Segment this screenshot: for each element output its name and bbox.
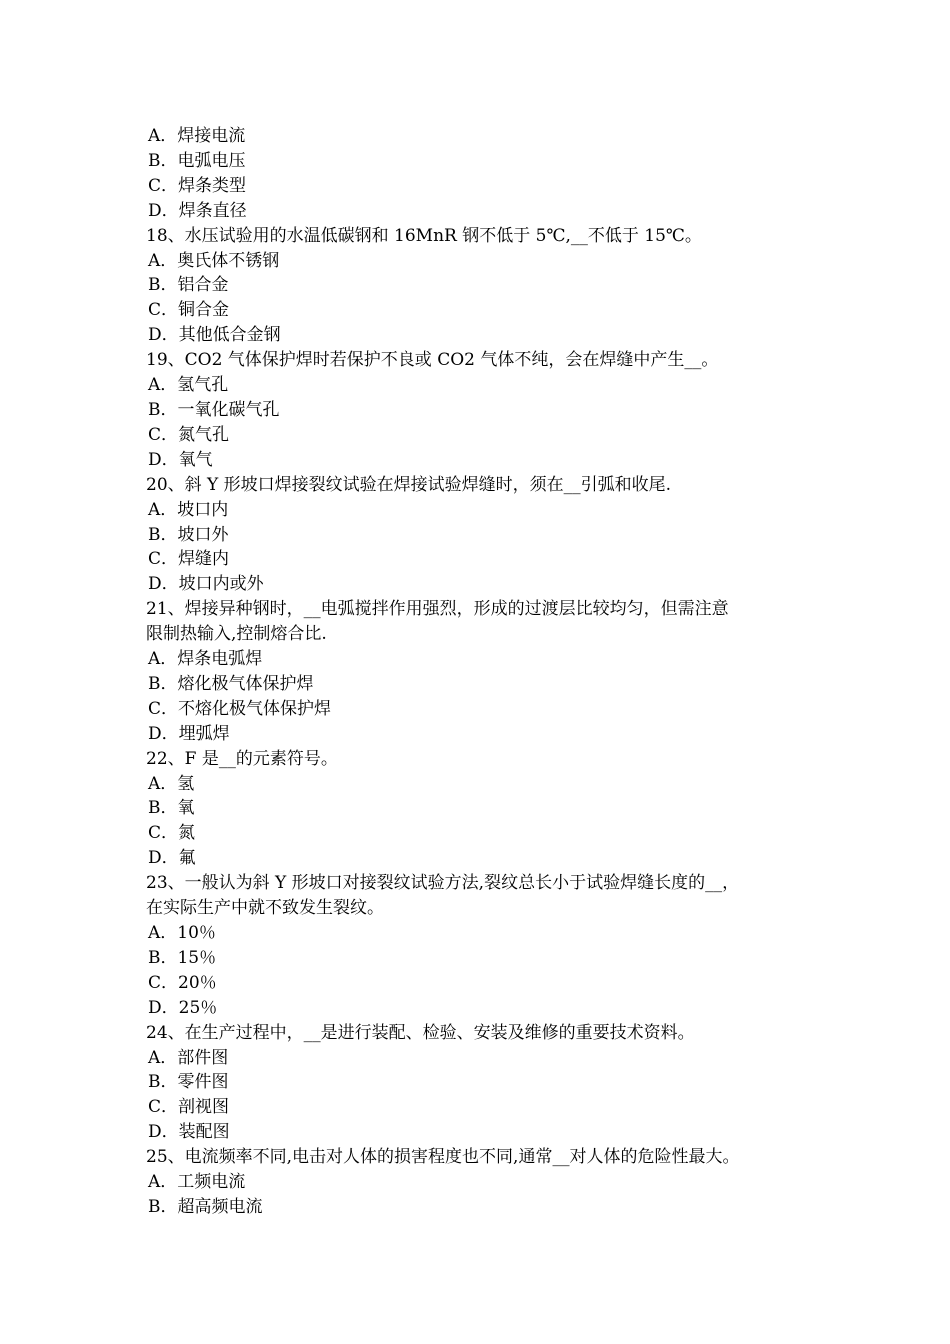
answer-option: B．超高频电流: [148, 1196, 263, 1217]
answer-option: D．焊条直径: [148, 200, 247, 221]
answer-option: A．焊条电弧焊: [148, 649, 263, 670]
question-text-continuation: 限制热输入,控制熔合比.: [146, 624, 327, 645]
answer-option: B．电弧电压: [148, 150, 246, 171]
question-text: 20、斜 Y 形坡口焊接裂纹试验在焊接试验焊缝时，须在__引弧和收尾.: [146, 474, 672, 495]
question-text: 22、F 是__的元素符号。: [146, 748, 338, 769]
answer-option: C．氮: [148, 823, 196, 844]
answer-option: D．其他低合金钢: [148, 325, 281, 346]
answer-option: A．奥氏体不锈钢: [148, 250, 280, 271]
answer-option: B．熔化极气体保护焊: [148, 673, 314, 694]
answer-option: D．装配图: [148, 1122, 230, 1143]
answer-option: C．铜合金: [148, 300, 230, 321]
answer-option: B．15％: [148, 947, 217, 968]
question-text: 18、水压试验用的水温低碳钢和 16MnR 钢不低于 5℃,__不低于 15℃。: [146, 225, 702, 246]
answer-option: D．埋弧焊: [148, 723, 230, 744]
answer-option: B．氧: [148, 798, 195, 819]
answer-option: A．坡口内: [148, 499, 229, 520]
answer-option: A．氢: [148, 773, 195, 794]
question-text: 25、电流频率不同,电击对人体的损害程度也不同,通常__对人体的危险性最大。: [146, 1147, 740, 1168]
answer-option: A．10％: [148, 923, 216, 943]
answer-option: A．部件图: [148, 1047, 229, 1068]
question-text: 23、一般认为斜 Y 形坡口对接裂纹试验方法,裂纹总长小于试验焊缝长度的__，: [146, 873, 740, 894]
question-text: 24、在生产过程中，__是进行装配、检验、安装及维修的重要技术资料。: [146, 1022, 695, 1043]
answer-option: D．氧气: [148, 449, 213, 470]
answer-option: D．氟: [148, 848, 196, 869]
answer-option: B．零件图: [148, 1072, 229, 1093]
answer-option: A．氢气孔: [148, 375, 229, 396]
answer-option: D．坡口内或外: [148, 574, 264, 595]
question-text: 19、CO2 气体保护焊时若保护不良或 CO2 气体不纯，会在焊缝中产生__。: [146, 350, 719, 371]
question-text-continuation: 在实际生产中就不致发生裂纹。: [146, 898, 384, 919]
answer-option: D．25％: [148, 997, 218, 1018]
answer-option: C．20％: [148, 972, 217, 993]
answer-option: B．一氧化碳气孔: [148, 399, 280, 420]
answer-option: C．剖视图: [148, 1097, 230, 1118]
answer-option: A．焊接电流: [148, 126, 246, 146]
answer-option: C．氮气孔: [148, 424, 230, 445]
answer-option: B．铝合金: [148, 275, 229, 296]
answer-option: C．不熔化极气体保护焊: [148, 698, 332, 719]
answer-option: C．焊条类型: [148, 175, 247, 196]
answer-option: C．焊缝内: [148, 549, 230, 570]
question-text: 21、焊接异种钢时，__电弧搅拌作用强烈，形成的过渡层比较均匀，但需注意: [146, 599, 729, 620]
answer-option: B．坡口外: [148, 524, 229, 545]
answer-option: A．工频电流: [148, 1172, 246, 1193]
exam-text-body: [146, 124, 816, 1220]
